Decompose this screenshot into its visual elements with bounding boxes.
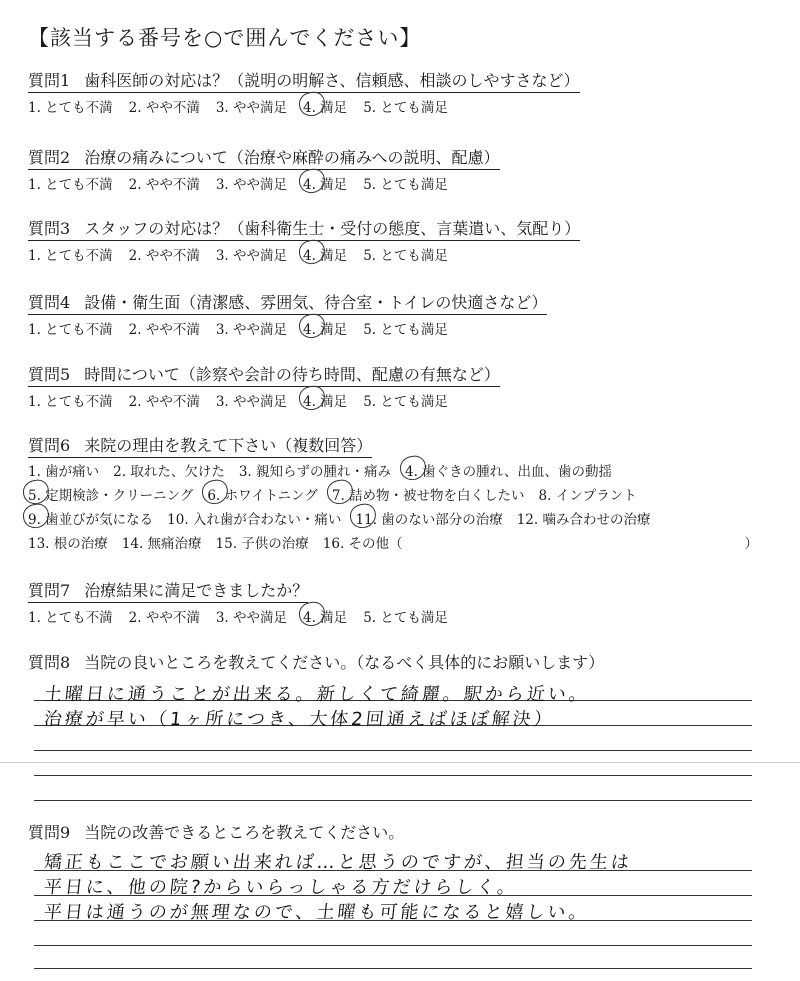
option-2[interactable]: 2. やや不満 [128,100,200,116]
question-title [28,290,547,315]
question-title [28,145,500,170]
question-number: 質問8 [28,653,71,672]
answer-options [28,96,788,116]
question-title [28,433,372,458]
question-text: 歯科医師の対応は？（説明の明解さ、信頼感、相談のしやすさなど） [84,71,580,90]
answer-options [28,318,788,338]
option-5[interactable]: 5. とても満足 [363,177,448,193]
question-number: 質問4 [28,293,71,312]
option-1[interactable]: 1. とても不満 [28,177,113,193]
option-2[interactable]: 2. やや不満 [128,610,200,626]
question-title [28,820,404,844]
question-text: 設備・衛生面（清潔感、雰囲気、待合室・トイレの快適さなど） [84,293,548,312]
option-2[interactable]: 2. やや不満 [128,394,200,410]
reason-row [28,532,788,556]
question-title [28,650,604,674]
question-number: 質問3 [28,219,71,238]
handwritten-answer-q8-line2[interactable]: 治療が早い（1ヶ所につき、大体2回通えばほぼ解決） [42,709,556,730]
question-7 [28,578,788,626]
question-number: 質問6 [28,436,71,455]
question-number: 質問2 [28,148,71,167]
answer-options [28,390,788,410]
question-number: 質問1 [28,71,71,90]
question-6 [28,433,788,556]
question-text: 治療の痛みについて（治療や麻酔の痛みへの説明、配慮） [84,148,500,167]
reason-row [28,508,788,532]
option-1[interactable]: 1. とても不満 [28,100,113,116]
reason-option-14[interactable]: 14. 無痛治療 [121,536,202,552]
reason-option-10[interactable]: 10. 入れ歯が合わない・痛い [167,512,342,528]
reason-options [28,460,788,556]
question-8 [28,650,788,674]
question-4 [28,290,788,338]
option-5[interactable]: 5. とても満足 [363,322,448,338]
option-2[interactable]: 2. やや不満 [128,177,200,193]
reason-option-2[interactable]: 2. 取れた、欠けた [113,464,225,480]
answer-options [28,606,788,626]
question-title [28,362,500,387]
instruction-header: 【該当する番号を○で囲んでください】 [28,26,422,50]
reason-option-6-circled[interactable]: 6. ホワイトニング [207,484,317,504]
reason-option-12[interactable]: 12. 噛み合わせの治療 [516,512,651,528]
option-3[interactable]: 3. やや満足 [215,322,288,338]
answer-options [28,173,788,193]
question-2 [28,145,788,193]
option-5[interactable]: 5. とても満足 [363,610,448,626]
reason-option-15[interactable]: 15. 子供の治療 [215,536,309,552]
question-text: 当院の改善できるところを教えてください。 [84,823,405,842]
reason-row [28,460,788,484]
option-3[interactable]: 3. やや満足 [215,610,288,626]
option-5[interactable]: 5. とても満足 [363,394,448,410]
answer-rule [34,750,752,751]
handwritten-answer-q9-line3[interactable]: 平日は通うのが無理なので、土曜も可能になると嬉しい。 [42,902,591,923]
question-text: 来院の理由を教えて下さい（複数回答） [84,436,373,455]
question-3 [28,216,788,264]
option-4-circled[interactable]: 4. 満足 [303,96,347,116]
handwritten-answer-q9-line1[interactable]: 矯正もここでお願い出来れば…と思うのですが、担当の先生は [42,852,633,873]
question-number: 質問9 [28,823,71,842]
option-4-circled[interactable]: 4. 満足 [303,606,347,626]
question-text: 時間について（診察や会計の待ち時間、配慮の有無など） [84,365,500,384]
option-1[interactable]: 1. とても不満 [28,248,113,264]
reason-option-11-circled[interactable]: 11. 歯のない部分の治療 [355,508,502,528]
handwritten-answer-q9-line2[interactable]: 平日に、他の院?からいらっしゃる方だけらしく。 [42,877,520,898]
answer-rule [34,800,752,801]
handwritten-answer-q8-line1[interactable]: 土曜日に通うことが出来る。新しくて綺麗。駅から近い。 [42,684,591,705]
option-2[interactable]: 2. やや不満 [128,248,200,264]
question-number: 質問5 [28,365,71,384]
option-4-circled[interactable]: 4. 満足 [303,244,347,264]
reason-option-8[interactable]: 8. インプラント [538,488,637,504]
option-2[interactable]: 2. やや不満 [128,322,200,338]
answer-options [28,244,788,264]
reason-option-3[interactable]: 3. 親知らずの腫れ・痛み [238,464,392,480]
answer-rule [34,775,752,776]
reason-option-9-circled[interactable]: 9. 歯並びが気になる [28,508,153,528]
option-3[interactable]: 3. やや満足 [215,100,288,116]
reason-option-13[interactable]: 13. 根の治療 [28,536,108,552]
option-4-circled[interactable]: 4. 満足 [303,318,347,338]
option-3[interactable]: 3. やや満足 [215,177,288,193]
reason-option-1[interactable]: 1. 歯が痛い [28,464,100,480]
option-3[interactable]: 3. やや満足 [215,248,288,264]
question-title [28,578,308,603]
question-title [28,68,580,93]
option-1[interactable]: 1. とても不満 [28,610,113,626]
option-4-circled[interactable]: 4. 満足 [303,173,347,193]
reason-option-5-circled[interactable]: 5. 定期検診・クリーニング [28,484,193,504]
question-9 [28,820,788,844]
option-4-circled[interactable]: 4. 満足 [303,390,347,410]
question-5 [28,362,788,410]
option-1[interactable]: 1. とても不満 [28,394,113,410]
scan-artifact-line [0,762,800,763]
reason-option-4-circled[interactable]: 4. 歯ぐきの腫れ、出血、歯の動揺 [405,460,612,480]
question-title [28,216,580,241]
option-5[interactable]: 5. とても満足 [363,100,448,116]
question-text: スタッフの対応は？（歯科衛生士・受付の態度、言葉遣い、気配り） [84,219,581,238]
question-text: 治療結果に満足できましたか？ [84,581,309,600]
reason-option-16[interactable]: 16. その他（ [322,536,403,552]
answer-rule [34,968,752,969]
question-1 [28,68,788,116]
option-3[interactable]: 3. やや満足 [215,394,288,410]
option-1[interactable]: 1. とても不満 [28,322,113,338]
answer-rule [34,945,752,946]
other-close-paren: ） [744,536,758,552]
reason-option-7-circled[interactable]: 7. 詰め物・被せ物を白くしたい [332,484,525,504]
question-text: 当院の良いところを教えてください。（なるべく具体的にお願いします） [84,653,605,672]
question-number: 質問7 [28,581,71,600]
reason-row [28,484,788,508]
option-5[interactable]: 5. とても満足 [363,248,448,264]
